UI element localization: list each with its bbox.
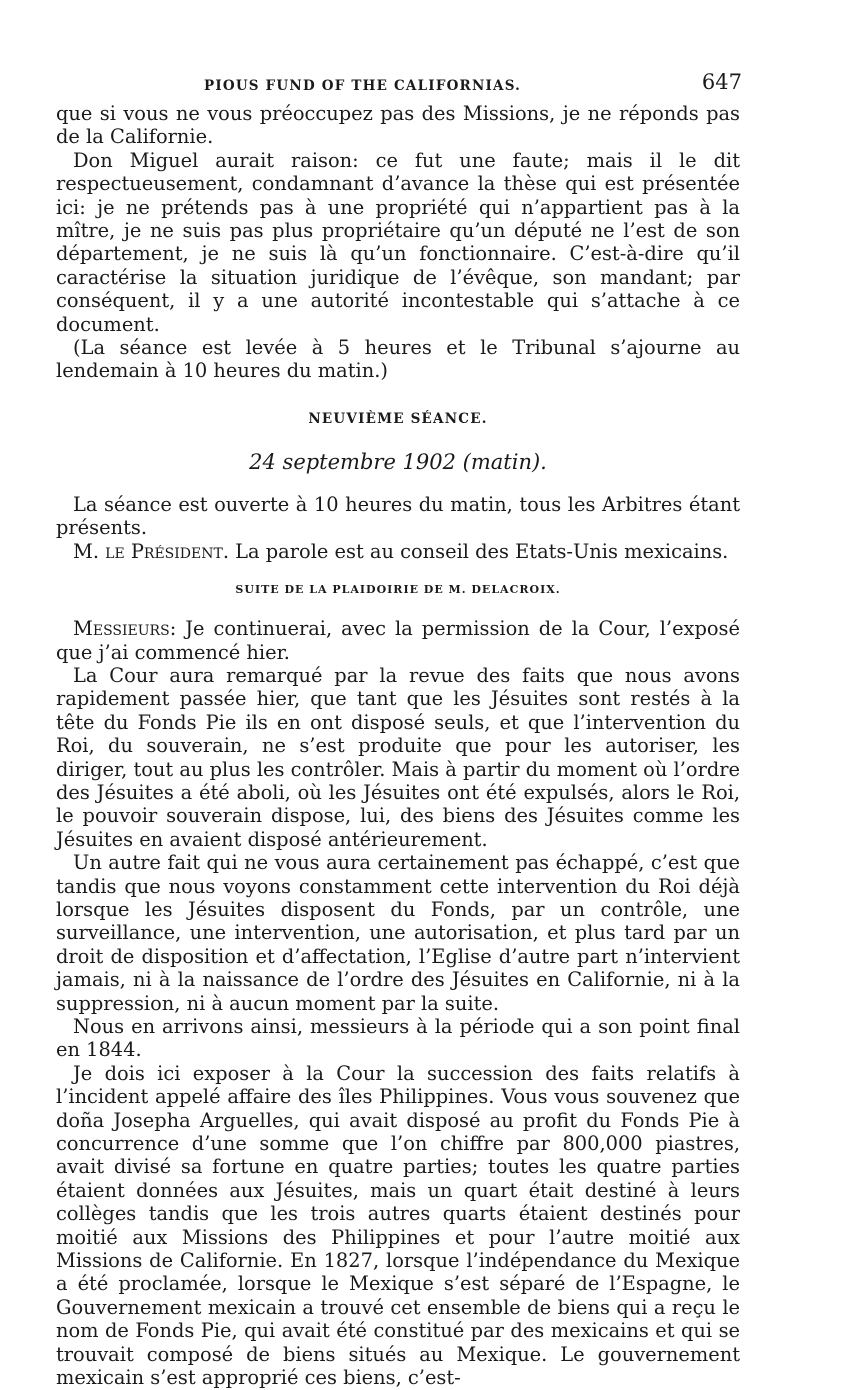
paragraph-autre-fait: Un autre fait qui ne vous aura certainement pas échappé, c’est que tandis que nous voyons constamment cette intervention du Roi déjà lorsque les Jésuites disposent du Fonds, par un contrôle, une surveillance, une intervention, une autorisation, et plus tard par un droit de disposition et d’affectation, l’Eglise d’autre part n’intervient jamais, ni à la naissance de l’ordre des Jésuites en Californie, ni à la suppression, ni à aucun moment par la suite. [56, 851, 740, 1015]
president-label: M. le Président. [73, 539, 229, 563]
address-text: Je continuerai, avec la permission de la Cour, l’exposé que j’ai commencé hier. [56, 617, 740, 664]
paragraph-jesuites: La Cour aura remarqué par la revue des faits que nous avons rapidement passée hier, que tant que les Jésuites sont restés à la tête du Fonds Pie ils en ont disposé seuls, et que l’intervention du Roi, du souverain, ne s’est produite que pour les autoriser, les diriger, tout au plus les contrôler. Mais à partir du moment où l’ordre des Jésuites a été aboli, où les Jésuites ont été expulsés, alors le Roi, le pouvoir souverain dispose, lui, des biens des Jésuites comme les Jésuites en avaient disposé antérieurement. [56, 663, 740, 851]
paragraph-opening: La séance est ouverte à 10 heures du matin, tous les Arbitres étant présents. [56, 492, 740, 540]
session-date: 24 septembre 1902 (matin). [249, 449, 547, 474]
paragraph-adjournment: (La séance est levée à 5 heures et le Tribunal s’ajourne au lendemain à 10 heures du matin.) [56, 336, 740, 383]
paragraph-continuation: que si vous ne vous préoccupez pas des Missions, je ne réponds pas de la Californie. [56, 102, 740, 149]
paragraph-president [56, 540, 740, 563]
running-head [56, 66, 740, 102]
president-text: La parole est au conseil des Etats-Unis mexicains. [235, 539, 729, 563]
paragraph-address [56, 617, 740, 664]
pleading-title: SUITE DE LA PLAIDOIRIE DE M. DELACROIX. [235, 583, 561, 597]
page-number: 647 [701, 70, 742, 94]
book-page [56, 66, 740, 1390]
paragraph-don-miguel: Don Miguel aurait raison: ce fut une faute; mais il le dit respectueusement, condamnant d’avance la thèse qui est présentée ici: je ne prétends pas à une propriété qui n’appartient pas à la mître, je ne suis pas plus propriétaire qu’un député ne l’est de son département, je ne suis là qu’un fonctionnaire. C’est-à-dire qu’il caractérise la situation juridique de l’évêque, son mandant; par conséquent, il y a une autorité incontestable qui s’attache à ce document. [56, 148, 740, 336]
session-title: NEUVIÈME SÉANCE. [308, 410, 488, 427]
paragraph-philippines: Je dois ici exposer à la Cour la succession des faits relatifs à l’incident appelé affaire des îles Philippines. Vous vous souvenez que doña Josepha Arguelles, qui avait disposé au profit du Fonds Pie à concurrence d’une somme que l’on chiffre par 800,000 piastres, avait divisé sa fortune en quatre parties; toutes les quatre parties étaient données aux Jésuites, mais un quart était destiné à leurs collèges tandis que les trois autres quarts étaient destinés pour moitié aux Missions des Philippines et pour l’autre moitié aux Missions de Californie. En 1827, lorsque l’indépendance du Mexique a été proclamée, lorsque le Mexique s’est séparé de l’Espagne, le Gouvernement mexicain a trouvé cet ensemble de biens qui a reçu le nom de Fonds Pie, qui avait été constitué par des mexicains et qui se trouvait composé de biens situés au Mexique. Le gouvernement mexicain s’est approprié ces biens, c’est- [56, 1061, 740, 1390]
address-label: Messieurs: [73, 617, 177, 641]
running-title: PIOUS FUND OF THE CALIFORNIAS. [204, 78, 522, 94]
paragraph-periode: Nous en arrivons ainsi, messieurs à la période qui a son point final en 1844. [56, 1015, 740, 1062]
